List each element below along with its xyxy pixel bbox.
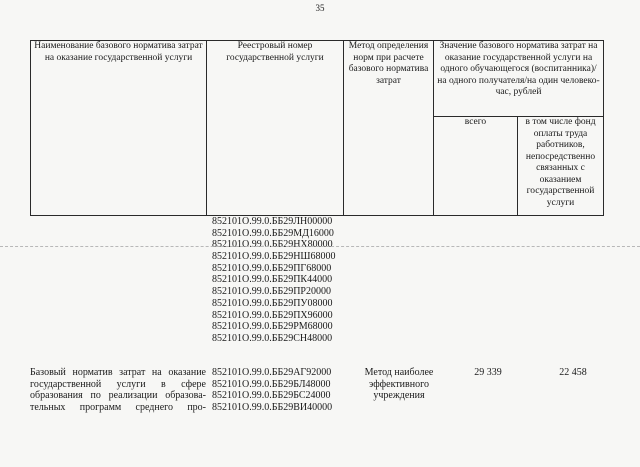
header-registry-label: Реестровый номер государственной услуги [226, 41, 324, 63]
registry-code: 852101О.99.0.ББ29НХ80000 [212, 239, 333, 251]
row-total-value: 29 339 [474, 367, 502, 378]
description-line: тельных программ среднего про- [30, 402, 206, 414]
row-fot-value: 22 458 [559, 367, 587, 378]
registry-code: 852101О.99.0.ББ29НШ68000 [212, 251, 336, 263]
registry-code: 852101О.99.0.ББ29ПХ96000 [212, 309, 333, 321]
header-name-cell [31, 41, 207, 216]
registry-code: 852101О.99.0.ББ29СН48000 [212, 332, 333, 344]
registry-code: 852101О.99.0.ББ29ПК44000 [212, 274, 333, 286]
row-codes-list [212, 367, 332, 414]
registry-code: 852101О.99.0.ББ29ПГ68000 [212, 262, 332, 274]
page-number: 35 [315, 3, 325, 13]
registry-code: 852101О.99.0.ББ29БЛ48000 [212, 378, 331, 390]
scan-fold-line [0, 246, 640, 247]
description-line: образования по реализации образова- [30, 390, 206, 402]
header-total-label: всего [464, 117, 487, 128]
header-registry-cell [207, 41, 344, 216]
registry-code: 852101О.99.0.ББ29ВИ40000 [212, 402, 333, 414]
registry-code: 852101О.99.0.ББ29МД16000 [212, 227, 334, 239]
registry-code: 852101О.99.0.ББ29БС24000 [212, 390, 331, 402]
header-method-cell [344, 41, 434, 216]
description-line: Базовый норматив затрат на оказание [30, 367, 206, 378]
header-total-cell [434, 117, 518, 216]
continued-codes-list [212, 216, 336, 345]
header-value-cell [434, 41, 604, 117]
header-name-label: Наименование базового норматива затрат на оказание государственной услуги [34, 41, 203, 63]
header-table [30, 40, 604, 216]
row-description [30, 367, 206, 414]
registry-code: 852101О.99.0.ББ29АГ92000 [212, 367, 332, 378]
registry-code: 852101О.99.0.ББ29ПР20000 [212, 286, 331, 298]
header-fot-cell [518, 117, 604, 216]
header-fot-label: в том числе фонд оплаты труда работников, непосредственно связанных с оказанием государственной услуги [525, 117, 596, 208]
description-line: государственной услуги в сфере [30, 378, 206, 390]
registry-code: 852101О.99.0.ББ29РМ68000 [212, 321, 333, 333]
registry-code: 852101О.99.0.ББ29ЛН00000 [212, 216, 333, 227]
header-value-label: Значение базового норматива затрат на оказание государственной услуги на одного обучающегося (воспитанника)/на одного получателя/на один человеко-час, рублей [437, 41, 600, 97]
row-method: Метод наиболее эффективного учреждения [364, 367, 434, 402]
registry-code: 852101О.99.0.ББ29ПУ08000 [212, 297, 333, 309]
header-method-label: Метод определения норм при расчете базового норматива затрат [348, 41, 429, 86]
